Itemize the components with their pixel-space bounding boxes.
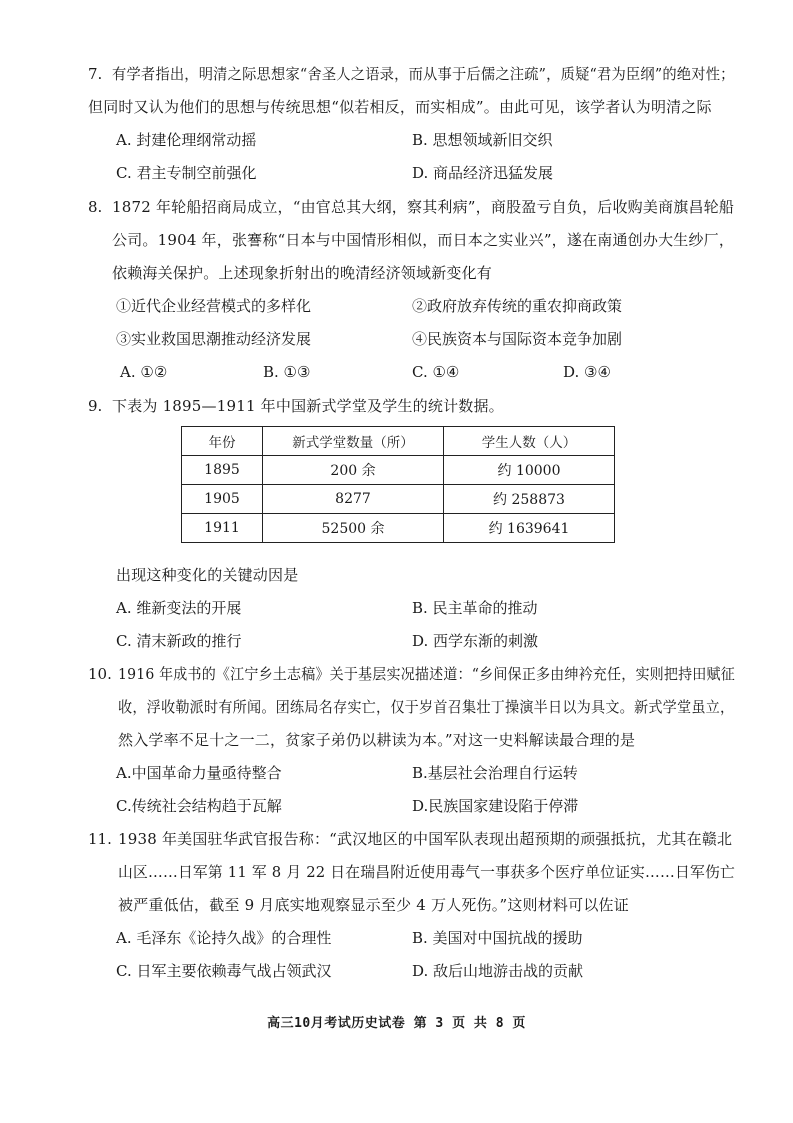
question-text: 但同时又认为他们的思想与传统思想“似若相反，而实相成”。由此可见，该学者认为明清之际 (88, 98, 712, 116)
table-header-row (182, 427, 615, 456)
option-b[interactable]: B.基层社会治理自行运转 (412, 764, 578, 782)
option-c[interactable]: C. 君主专制空前强化 (116, 164, 257, 182)
option-d[interactable]: D. 西学东渐的刺激 (412, 632, 539, 650)
question-number: 7. (88, 65, 103, 83)
table-cell: 约 10000 (444, 456, 615, 485)
option-b[interactable]: B. 思想领域新旧交织 (412, 131, 553, 149)
table-cell: 1905 (182, 485, 263, 514)
option-c[interactable]: C.传统社会结构趋于瓦解 (116, 797, 282, 815)
option-d[interactable]: D. 商品经济迅猛发展 (412, 164, 554, 182)
option-a[interactable]: A. 封建伦理纲常动摇 (116, 131, 257, 149)
table-cell: 1895 (182, 456, 263, 485)
table-row (182, 485, 615, 514)
option-c[interactable]: C. 日军主要依赖毒气战占领武汉 (116, 962, 332, 980)
table-row (182, 456, 615, 485)
question-text: 山区……日军第 11 军 8 月 22 日在瑞昌附近使用毒气一事获多个医疗单位证实……日军伤亡 (118, 863, 735, 881)
option-a[interactable]: A.中国革命力量亟待整合 (116, 764, 282, 782)
option-c[interactable]: C. 清末新政的推行 (116, 632, 242, 650)
page-footer: 高三10月考试历史试卷 第 3 页 共 8 页 (267, 1016, 526, 1031)
table-cell: 52500 余 (263, 514, 444, 543)
option-a[interactable]: A. 维新变法的开展 (116, 599, 242, 617)
question-text: 下表为 1895—1911 年中国新式学堂及学生的统计数据。 (112, 397, 504, 415)
option-a[interactable]: A. 毛泽东《论持久战》的合理性 (116, 929, 332, 947)
statistics-table (181, 426, 615, 543)
question-number: 10. (88, 665, 112, 683)
statement-3: ③实业救国思潮推动经济发展 (116, 330, 312, 348)
option-b[interactable]: B. ①③ (263, 363, 311, 381)
table-cell: 1911 (182, 514, 263, 543)
option-d[interactable]: D.民族国家建设陷于停滞 (412, 797, 579, 815)
table-header: 年份 (182, 427, 263, 456)
question-number: 9. (88, 397, 103, 415)
table-row (182, 514, 615, 543)
question-number: 8. (88, 198, 103, 216)
option-c[interactable]: C. ①④ (412, 363, 460, 381)
option-d[interactable]: D. ③④ (563, 363, 611, 381)
table-cell: 200 余 (263, 456, 444, 485)
question-text: 依赖海关保护。上述现象折射出的晚清经济领域新变化有 (112, 264, 493, 282)
table-cell: 8277 (263, 485, 444, 514)
question-text: 公司。1904 年，张謇称“日本与中国情形相似，而日本之实业兴”，遂在南通创办大生纱厂， (112, 231, 735, 249)
question-text: 收，浮收勒派时有所闻。团练局名存实亡，仅于岁首召集壮丁操演半日以为具文。新式学堂虽立， (118, 698, 735, 716)
statement-2: ②政府放弃传统的重农抑商政策 (412, 297, 623, 315)
statement-4: ④民族资本与国际资本竞争加剧 (412, 330, 623, 348)
table-cell: 约 1639641 (444, 514, 615, 543)
table-header: 新式学堂数量（所） (263, 427, 444, 456)
option-b[interactable]: B. 美国对中国抗战的援助 (412, 929, 583, 947)
question-text: 有学者指出，明清之际思想家“舍圣人之语录，而从事于后儒之注疏”，质疑“君为臣纲”的绝对性； (112, 65, 735, 83)
question-text: 然入学率不足十之一二，贫家子弟仍以耕读为本。”对这一史料解读最合理的是 (118, 731, 636, 749)
statement-1: ①近代企业经营模式的多样化 (116, 297, 312, 315)
question-text: 1938 年美国驻华武官报告称：“武汉地区的中国军队表现出超预期的顽强抵抗，尤其在赣北 (118, 830, 733, 848)
table-cell: 约 258873 (444, 485, 615, 514)
option-b[interactable]: B. 民主革命的推动 (412, 599, 538, 617)
table-header: 学生人数（人） (444, 427, 615, 456)
option-a[interactable]: A. ①② (120, 363, 168, 381)
question-text: 被严重低估，截至 9 月底实地观察显示至少 4 万人死伤。”这则材料可以佐证 (118, 896, 629, 914)
question-text: 1916 年成书的《江宁乡土志稿》关于基层实况描述道：“乡间保正多由绅衿充任，实则把持田赋征 (118, 665, 735, 683)
question-number: 11. (88, 830, 112, 848)
question-text: 出现这种变化的关键动因是 (116, 566, 299, 584)
question-text: 1872 年轮船招商局成立，“由官总其大纲，察其利病”，商股盈亏自负，后收购美商旗昌轮船 (112, 198, 735, 216)
option-d[interactable]: D. 敌后山地游击战的贡献 (412, 962, 584, 980)
